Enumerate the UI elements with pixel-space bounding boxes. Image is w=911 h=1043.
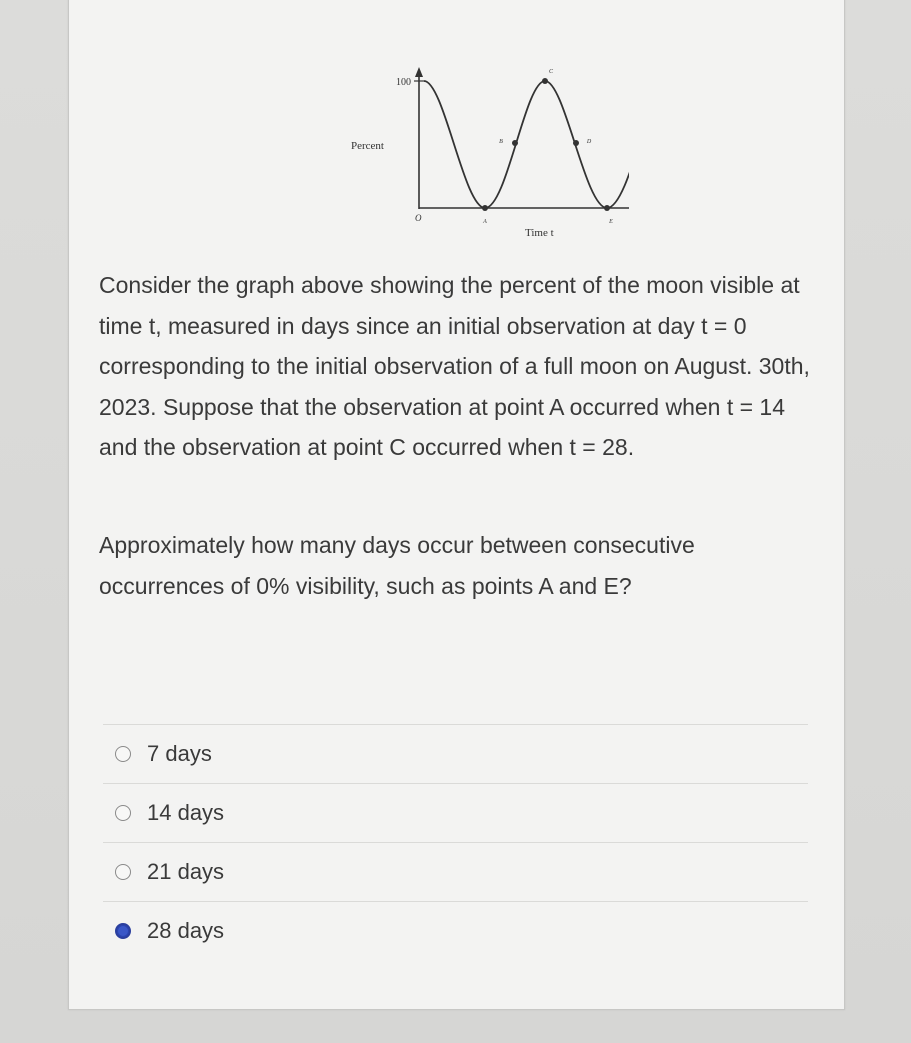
radio-button[interactable]: [115, 746, 131, 762]
radio-button[interactable]: [115, 864, 131, 880]
point-c: [542, 78, 548, 84]
point-label-c: C: [548, 69, 554, 75]
point-a: [482, 205, 488, 211]
option-label: 7 days: [147, 741, 212, 766]
option-28-days[interactable]: [103, 902, 808, 960]
point-d: [573, 140, 579, 146]
option-21-days[interactable]: [103, 843, 808, 902]
question-paragraph-2: Approximately how many days occur between consecutive occurrences of 0% visibility, such as points A and E?: [99, 532, 695, 599]
point-label-a: A: [483, 219, 487, 225]
option-label: 21 days: [147, 859, 225, 884]
point-b: [512, 140, 518, 146]
option-7-days[interactable]: [103, 725, 808, 784]
point-label-b: B: [499, 139, 503, 145]
moon-visibility-graph: [269, 57, 629, 247]
point-label-d: D: [586, 139, 592, 145]
option-label: 14 days: [147, 800, 225, 825]
x-axis-label: Time t: [525, 227, 554, 239]
point-e: [604, 205, 610, 211]
y-tick-label: 100: [396, 77, 411, 88]
radio-button[interactable]: [115, 805, 131, 821]
y-axis-label: Percent: [351, 140, 384, 152]
answer-options: [103, 724, 808, 960]
radio-button-selected[interactable]: [115, 923, 131, 939]
y-axis-arrow: [415, 67, 423, 77]
question-paragraph-1: Consider the graph above showing the percent of the moon visible at time t, measured in days since an initial observation at day t = 0 corresponding to the initial observation of a full moon on August. 30th, 2023. Suppose that the observation at point A occurred when t = 14 and the observation at point C occurred when t = 28.: [99, 272, 810, 460]
point-label-e: E: [609, 219, 613, 225]
option-14-days[interactable]: [103, 784, 808, 843]
origin-label: O: [415, 213, 422, 223]
question-card: [68, 0, 845, 1010]
option-label: 28 days: [147, 918, 225, 943]
visibility-curve: [424, 81, 629, 208]
